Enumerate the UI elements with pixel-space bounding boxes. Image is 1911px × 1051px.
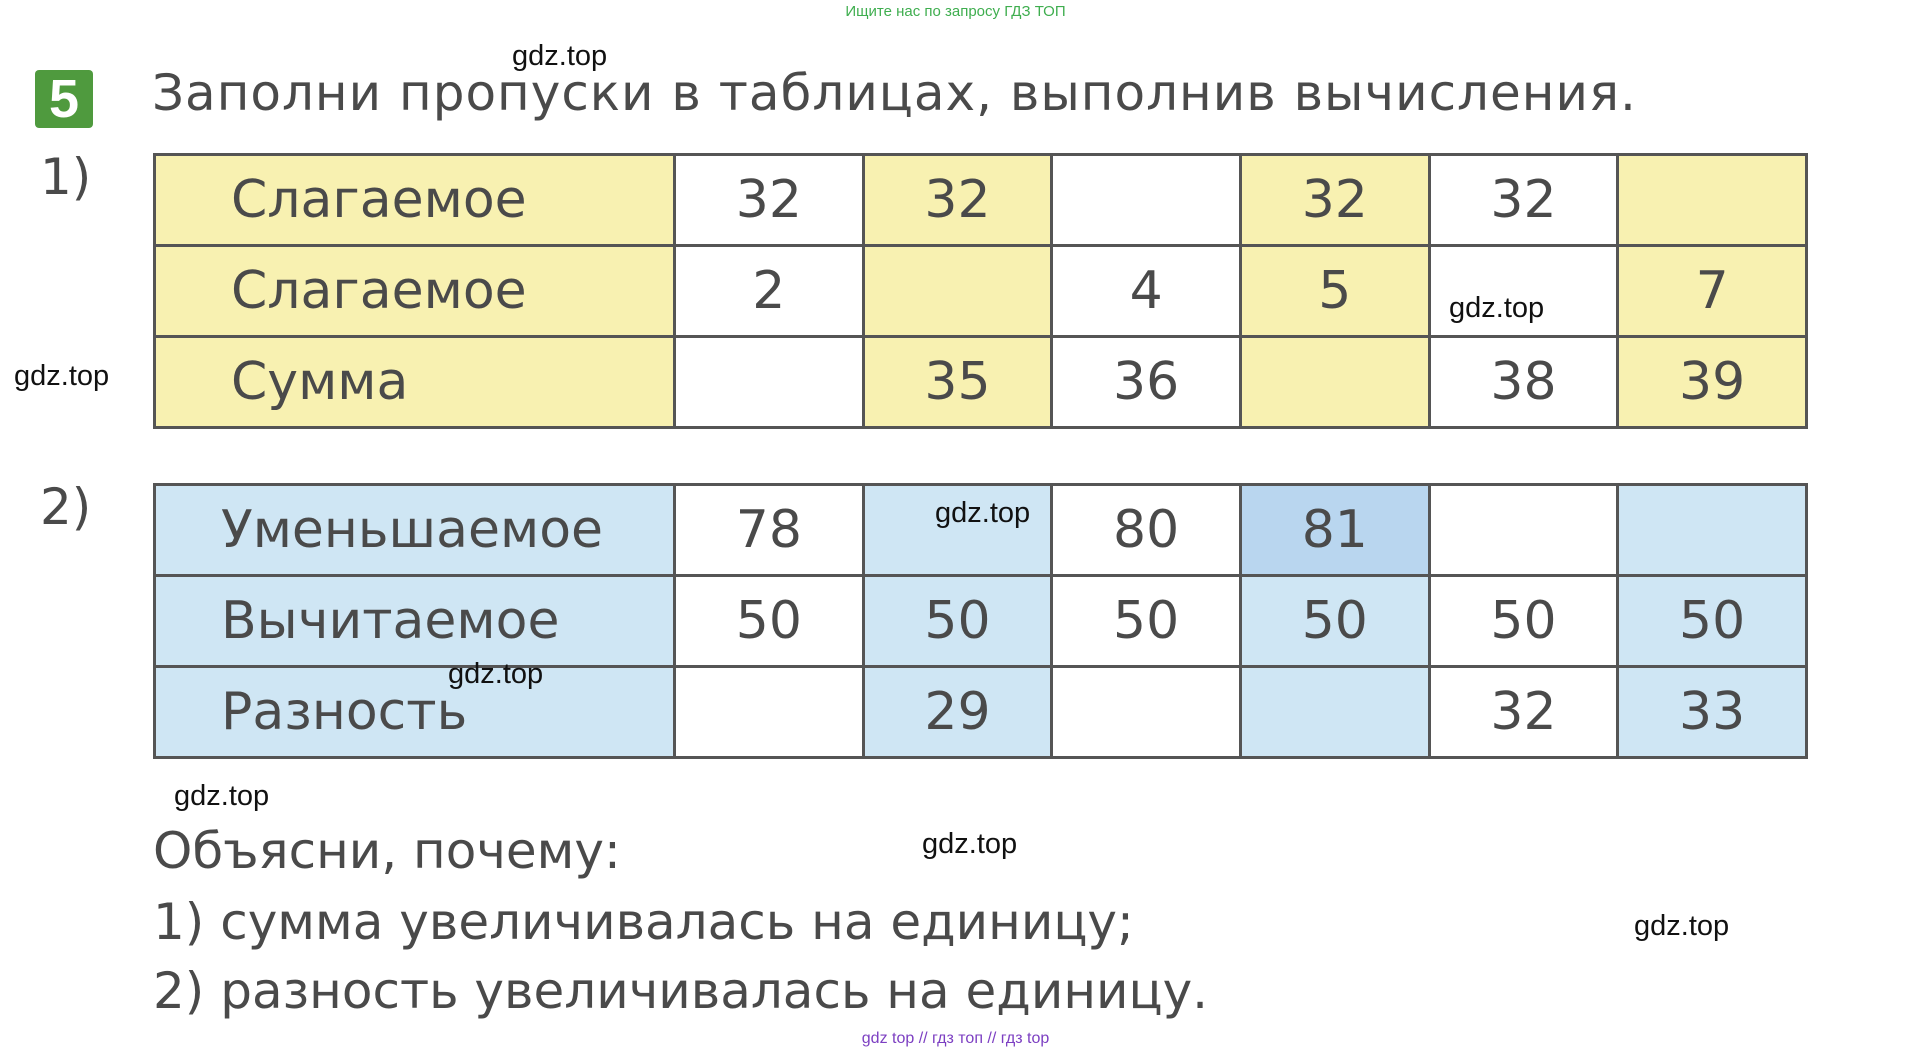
table-cell-empty[interactable]	[1429, 485, 1618, 576]
table-cell: 36	[1052, 337, 1241, 428]
table-cell: 78	[675, 485, 864, 576]
table-cell: 50	[1240, 576, 1429, 667]
table-cell: 80	[1052, 485, 1241, 576]
row-label: Вычитаемое	[155, 576, 675, 667]
table-cell: 32	[1240, 155, 1429, 246]
explain-title: Объясни, почему:	[153, 822, 621, 880]
table-row	[155, 576, 1807, 667]
table-cell-empty[interactable]	[1240, 667, 1429, 758]
footer-note: gdz top // гдз топ // гдз top	[861, 1030, 1050, 1047]
watermark: gdz.top	[1449, 292, 1545, 324]
table-cell-empty[interactable]	[1052, 667, 1241, 758]
table1-number: 1)	[40, 148, 92, 206]
table-cell-empty[interactable]	[1240, 337, 1429, 428]
table-cell: 50	[1052, 576, 1241, 667]
watermark: gdz.top	[935, 497, 1031, 529]
row-label: Уменьшаемое	[155, 485, 675, 576]
table-cell: 50	[1429, 576, 1618, 667]
table-cell: 5	[1240, 246, 1429, 337]
table-cell-empty[interactable]	[1618, 155, 1807, 246]
header-note: Ищите нас по запросу ГДЗ ТОП	[845, 3, 1066, 20]
table2-number: 2)	[40, 478, 92, 536]
table-cell: 32	[863, 155, 1052, 246]
table-cell: 33	[1618, 667, 1807, 758]
watermark: gdz.top	[14, 360, 110, 392]
table-cell: 4	[1052, 246, 1241, 337]
table-cell: 81	[1240, 485, 1429, 576]
table-cell: 32	[675, 155, 864, 246]
watermark: gdz.top	[448, 658, 544, 690]
row-label: Слагаемое	[155, 155, 675, 246]
watermark: gdz.top	[1634, 910, 1730, 942]
table-cell-empty[interactable]	[1052, 155, 1241, 246]
table-cell: 50	[1618, 576, 1807, 667]
addition-table	[153, 153, 1808, 429]
watermark: gdz.top	[922, 828, 1018, 860]
table-cell-empty[interactable]	[1618, 485, 1807, 576]
task-title: Заполни пропуски в таблицах, выполнив вычисления.	[152, 64, 1637, 122]
table-cell: 50	[675, 576, 864, 667]
row-label: Слагаемое	[155, 246, 675, 337]
table-cell-empty[interactable]	[675, 667, 864, 758]
table-cell: 7	[1618, 246, 1807, 337]
task-number-badge: 5	[35, 70, 93, 128]
table-cell: 38	[1429, 337, 1618, 428]
watermark: gdz.top	[512, 40, 608, 72]
row-label: Сумма	[155, 337, 675, 428]
watermark: gdz.top	[174, 780, 270, 812]
table-row	[155, 155, 1807, 246]
table-cell: 32	[1429, 667, 1618, 758]
table-cell-empty[interactable]	[675, 337, 864, 428]
table-row	[155, 337, 1807, 428]
explain-item-2: 2) разность увеличивалась на единицу.	[153, 962, 1209, 1020]
table-cell-empty[interactable]	[863, 246, 1052, 337]
table-cell: 29	[863, 667, 1052, 758]
table-cell: 2	[675, 246, 864, 337]
table-row	[155, 246, 1807, 337]
row-label: Разность	[155, 667, 675, 758]
table-cell: 50	[863, 576, 1052, 667]
table-cell: 35	[863, 337, 1052, 428]
table-cell: 32	[1429, 155, 1618, 246]
explain-item-1: 1) сумма увеличивалась на единицу;	[153, 893, 1134, 951]
table-row	[155, 667, 1807, 758]
table-cell: 39	[1618, 337, 1807, 428]
